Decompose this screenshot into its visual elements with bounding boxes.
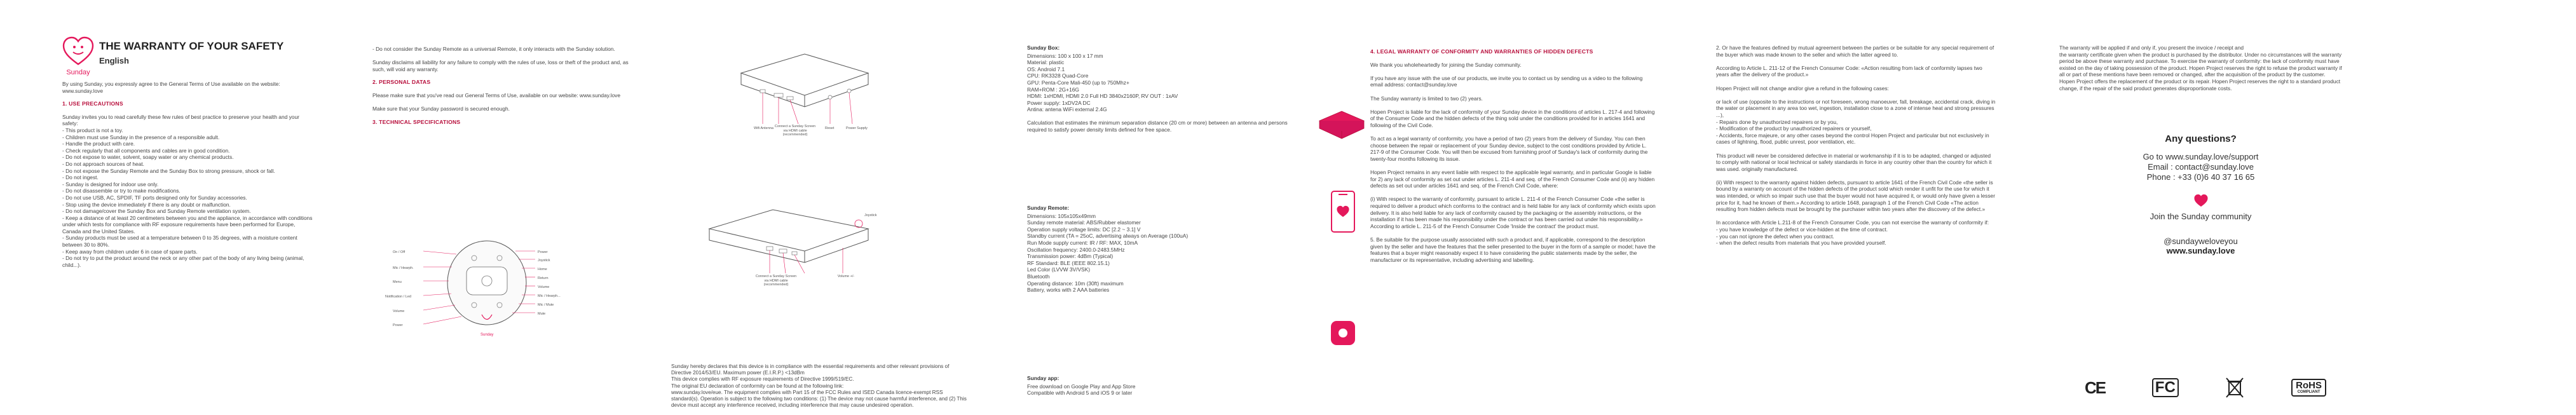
remote-diagram [385,222,576,362]
remote-label-power: Power [538,250,548,254]
column-2 [372,0,671,414]
col4-text [1027,44,1300,139]
sunday-remote-pink-illustration [1331,321,1355,345]
rohs-badge [2291,379,2326,397]
sunday-app-body: Free download on Google Play and App Store Compatible with Android 5 and iOS 9 or later [1027,383,1136,397]
box-diagram [722,35,887,162]
support-link[interactable]: Go to www.sunday.love/support [2143,152,2259,161]
declaration-text: Sunday hereby declares that this device is in compliance with the essential requirements and other relevant provisions of Directive 2014/53/EU. Maximum power (E.I.R.P.) <13dBm This device complies with RF exposure requirements of Directive 1999/519/EC. The original EU declaration of conformity can be found at the following link: www.sunday.love/eue. The equipment complies with Part 15 of the FCC Rules and ISED Canada licence-exempt RSS standard(s). Operation is subject to the following two conditions: (1) The device may not cause harmful interference, and (2) This device must accept any interference received, including interference that may cause undesired operation. [671,364,967,409]
questions-title: Any questions? [2165,133,2237,144]
sunday-heart-logo-icon [62,36,94,67]
social-handle[interactable]: @sundayweloveyou [2164,236,2238,246]
remote-back-callout-joystick: Joystick [864,214,877,217]
brand-name: Sunday [66,69,90,76]
column-1 [62,0,372,414]
section3-title: 3. TECHNICAL SPECIFICATIONS [372,118,461,125]
remote-left-label-power: Power [393,323,403,327]
remote-back-connect-note: Connect a Sunday Screen via HDMI cable (recommended) [755,275,797,287]
sunday-app-title: Sunday app: [1027,375,1060,381]
sunday-box-illustration [1316,102,1367,153]
section4-body: We thank you wholeheartedly for joining the Sunday community. If you have any issue with the use of our products, we invite you to contact us by sending us a video to the following email address: contact@sunday.love The Sunday warranty is limited to two (2) years. Hopen Project is liable for the lack of conformity of your Sunday device in the conditions of articles L. 217-4 and following of the Consumer Code and the hidden defects of the thing sold under the conditions provided for in articles 1641 and following of the Civil Code. To act as a legal warranty of conformity, you have a period of two (2) years from the delivery of Sunday. You can then choose between the repair or replacement of your Sunday device, subject to the cost conditions provided by Article L. 217-9 of the Consumer Code. You will then be excused from furnishing proof of Sunday's lack of conformity during the twenty-four months following its issue. Hopen Project remains in any event liable with respect to the applicable legal warranty, and in particular Google is liable for 2) any lack of conformity as set out under articles L. 211-4 and seq. of the French Consumer Code and (ii) any hidden defects as set out under articles 1641 and seq. of the French Civil Code, where: (i) With respect to the warranty of conformity, pursuant to article L. 211-4 of the French Consumer Code «the seller is required to deliver a product which conforms to the contract and is held liable for any lack of conformity which exists upon delivery. It is also held liable for any lack of conformity caused by the packaging or the assembly instructions, or the installation if it has been made his responsibility under the contract or has been carried out under his responsibility.» According to article L. 211-5 of the French Consumer Code 'Inside the contract' the product must. 5. Be suitable for the purpose usually associated with such a product and, if applicable, correspond to the description given by the seller and have the features that the seller presented to the buyer in the form of a sample or model; have the features that a buyer might reasonably expect it to have considering the public statements made by the seller, the manufacturer or its representative, including advertising and labelling. [1370,61,1656,263]
fcc-mark-icon: FC [2152,378,2179,397]
section1-body: Sunday invites you to read carefully these few rules of best practice to preserve your health and your safety: - This product is not a toy. - Children must use Sunday in the presence of a responsible adult. - Handle the product with care. - Check regularly that all components and cables are in good condition. - Do not expose to water, solvent, soapy water or any chemical products. - Do not approach sources of heat. - Do not expose the Sunday Remote and the Sunday Box to strong pressure, shock or fall. - Do not ingest. - Sunday is designed for indoor use only. - Do not disassemble or try to make modifications. - Do not use USB, AC, SPDIF, TF ports designed only for Sunday accessories. - Stop using the device immediately if there is any doubt or malfunction. - Do not damage/cover the Sunday Box and Sunday Remote ventilation system. - Keep a distance of at least 20 centimeters between you and the appliance, in accordance with conditions under which tests for compliance with RF exposure requirements have been performed for Europe, Canada and the United States. - Sunday products must be used at a temperature between 0 to 35 degrees, with a moisture content between 30 to 80%. - Keep away from children under 6 in case of spare parts. - Do not try to put the product around the neck or any other part of the body of any living being (animal, child...). [62,113,313,268]
calc-note: Calculation that estimates the minimum separation distance (20 cm or more) between an antenna and persons required to satisfy power density limits defined for free space. [1027,119,1288,133]
col2-text [372,46,630,132]
col7-body: The warranty will be applied if and only if, you present the invoice / receipt and the warranty certificate given when the product is purchased by the distributor. Under no circumstances will the warranty period be above these warranty and purchase. To exercise the warranty of conformity: the lack of conformity must have existed on the day of taking possession of the product. Hopen Project reserves the right to refuse the product warranty if all or part of these mentions have been removed or changed, after the acquisition of the product by the customer. Hopen Project offers the replacement of the product or its repair. Hopen Project reserves the right to a standard product change, if the repair of the said product generates disproportionate costs. [2059,44,2342,92]
sunday-phone-illustration [1331,191,1355,233]
remote-label-mic-hearph: Mic / Hearph... [538,294,561,298]
column-3 [671,0,1027,414]
remote-left-label-menu: Menu [393,280,402,284]
section2-body: Please make sure that you've read our General Terms of Use, available on our website: www.sunday.love Make sure that your Sunday password is secured enough. [372,92,620,112]
contact-block [2059,133,2342,255]
remote-label-return: Return [538,276,549,280]
box-port-hdmi: Connect a Sunday Screen via HDMI cable (recommended) [774,125,816,137]
col5-text [1370,44,1656,269]
ce-mark-icon: CE [2085,378,2106,397]
col6-text [1716,44,1996,253]
intro-text: By using Sunday, you expressly agree to the General Terms of Use available on the website: www.sunday.love [62,81,280,94]
remote-back-diagram [697,203,887,330]
phone-line: Phone : +33 (0)6 40 37 16 65 [2146,172,2255,182]
column-4 [1027,0,1370,414]
weee-bin-icon [2225,377,2244,398]
sunday-remote-specs: Dimensions: 105x105x49mm Sunday remote material: ABS/Rubber elastomer Operation supply voltage limits: DC [2.2 ~ 3.1] V Standby current (TA = 25oC, advertising always on Average (100uA) Run Mode supply current: IR / RF: MAX, 10mA Oscillation frequency: 2400.0-2483.5MHz Transmission power: 4dBm (Typical) RF Standard: BLE (IEEE 802.15.1) Led Color (LVVW 3V/VSK) Bluetooth Operating distance: 10m (30ft) maximum Battery, works with 2 AAA batteries [1027,212,1189,294]
rohs-compliant-label: COMPLIANT [2297,390,2320,394]
col6-body: 2. Or have the features defined by mutual agreement between the parties or be suitable for any special requirement of the buyer which was made known to the seller and which the latter agreed to. According to Article L. 211-12 of the French Consumer Code: «Action resulting from lack of conformity lapses two years after the delivery of the product.» Hopen Project will not change and/or give a refund in the following cases: or lack of use (opposite to the instructions or not foreseen, wrong manoeuver, fall, breakage, accidental crack, diving in the water or placement in any area too wet, ingestion, installation close to a zone of intense heat and strong pressures ...), - Repairs done by unauthorized repairers or by you, - Modification of the product by unauthorized repairers or yourself, - Accidents, force majeure, or any other cases beyond the control Hopen Project and particular but not exclusively in cases of lightning, flood, public unrest, poor ventilation, etc. This product will never be considered defective in material or workmanship if it is to be adapted, changed or adjusted to comply with national or local technical or safety standards in force in any country other than the country for which it was used. originally manufactured. (ii) With respect to the warranty against hidden defects, pursuant to article 1641 of the French Civil Code «the seller is bound by a warranty on account of the hidden defects of the product sold which render it unfit for the use for which it was intended, or which so impair such use that the buyer would not have acquired it, or would only have given a lesser price for it, had he known of them.» According to article 1648, paragraph 1 of the French Civil Code «The action resulting from hidden defects must be brought by the purchaser within two years after the discovery of the defect.» In accordance with Article L.211-8 of the French Consumer Code, you can not exercise the warranty of conformity if: - you have knowledge of the defect or vice-hidden at the time of contract. - you can not ignore the defect when you contract. - when the defect results from materials that you have provided yourself. [1716,44,1996,247]
remote-back-callout-volume: Volume +/- [837,275,855,278]
column-6 [1716,0,2059,414]
box-port-power: Power Supply [846,126,868,130]
column-7 [2059,0,2576,414]
page-title: THE WARRANTY OF YOUR SAFETY [99,40,284,52]
remote-label-volume: Volume [538,285,550,289]
certification-marks [2085,375,2326,400]
col2-top-text: - Do not consider the Sunday Remote as a universal Remote, it only interacts with the Sunday solution. Sunday disclaims all liability for any failure to comply with the rules of use, loss or theft of the product and, as such, will void any warranty. [372,46,629,72]
remote-left-label-volume: Volume [393,310,405,313]
col7-text [2059,44,2342,98]
remote-label-home: Home [538,268,547,271]
website-link[interactable]: www.sunday.love [2166,246,2235,255]
section4-title: 4. LEGAL WARRANTY OF CONFORMITY AND WARRANTIES OF HIDDEN DEFECTS [1370,48,1593,55]
section2-title: 2. PERSONAL DATAS [372,79,431,86]
col4-app [1027,375,1300,403]
col4-remote [1027,205,1300,300]
sunday-box-title: Sunday Box: [1027,44,1060,51]
box-port-reset: Reset [825,126,835,130]
box-port-wifi: Wifi Antenna [754,126,773,130]
remote-label-mute: Mute [538,312,546,316]
phone-heart-icon [1336,205,1350,218]
join-community: Join the Sunday community [2150,212,2252,221]
remote-left-label-mic: Mic / Hearph. [393,266,414,270]
sunday-logo [62,36,94,74]
remote-brand-label: Sunday [480,333,494,337]
section1-title: 1. USE PRECAUTIONS [62,100,123,107]
remote-left-label-onoff: On / Off [393,250,405,254]
email-line[interactable]: Email : contact@sunday.love [2148,162,2254,172]
col3-declaration [671,364,970,415]
rohs-label: RoHS [2296,380,2322,391]
column-5 [1370,0,1714,414]
heart-icon [2193,194,2209,208]
remote-left-label-notification: Notification / Led [385,295,411,299]
remote-label-mic-mute: Mic / Mute [538,303,554,307]
remote-label-joystick: Joystick [538,259,550,262]
page-subtitle: English [99,56,129,65]
sunday-remote-title: Sunday Remote: [1027,205,1070,211]
col1-text [62,81,313,275]
sunday-box-specs: Dimensions: 100 x 100 x 17 mm Material: plastic OS: Android 7.1 CPU: RK3328 Quad-Core GPU: Penta-Core Mali-450 (up to 750Mhz+ RAM+ROM : 2G+16G HDMI: 1xHDMI, HDMI 2.0 Full HD 3840x2160P, RV OUT : 1xAV Power supply: 1xDV2A DC Antina: antena WiFi external 2.4G [1027,52,1178,113]
